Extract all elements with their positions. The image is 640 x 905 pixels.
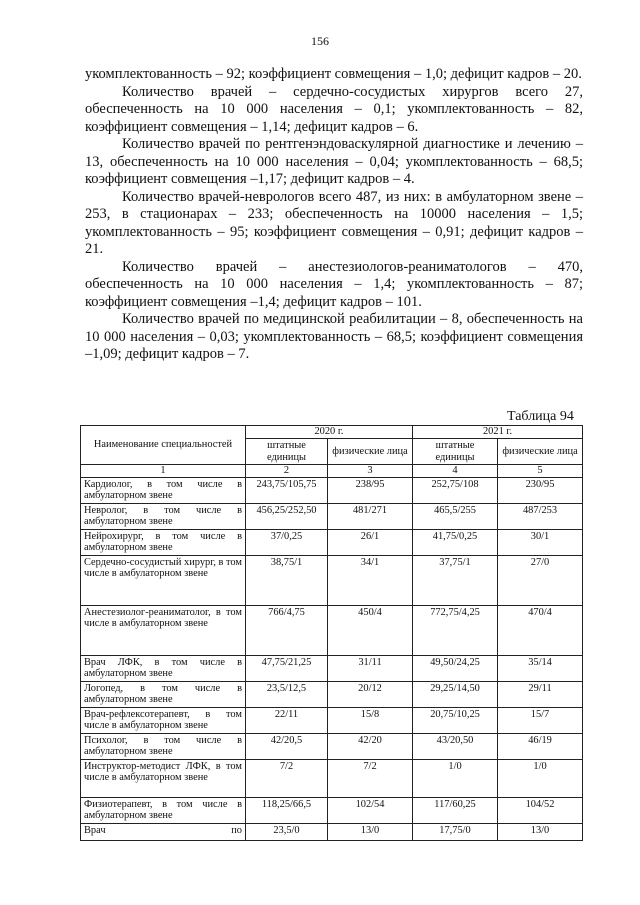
table-row <box>81 504 583 530</box>
row-specialty: Невролог, в том числе в амбулаторном звене <box>81 504 246 530</box>
table-row <box>81 478 583 504</box>
table-row <box>81 824 583 841</box>
row-specialty: Анестезиолог-реаниматолог, в том числе в амбулаторном звене <box>81 606 246 656</box>
cell-persons-2020: 102/54 <box>328 798 413 824</box>
cell-persons-2020: 15/8 <box>328 708 413 734</box>
cell-persons-2021: 35/14 <box>498 656 583 682</box>
cell-persons-2020: 238/95 <box>328 478 413 504</box>
cell-persons-2021: 13/0 <box>498 824 583 841</box>
cell-staff-2021: 37,75/1 <box>413 556 498 606</box>
col-number: 1 <box>81 465 246 478</box>
staffing-table <box>80 425 583 841</box>
paragraph: укомплектованность – 92; коэффициент совмещения – 1,0; дефицит кадров – 20. <box>85 66 582 82</box>
cell-persons-2020: 31/11 <box>328 656 413 682</box>
table-caption: Таблица 94 <box>507 409 574 424</box>
cell-staff-2020: 118,25/66,5 <box>246 798 328 824</box>
cell-persons-2021: 15/7 <box>498 708 583 734</box>
cell-persons-2021: 46/19 <box>498 734 583 760</box>
cell-staff-2021: 465,5/255 <box>413 504 498 530</box>
cell-staff-2020: 37/0,25 <box>246 530 328 556</box>
table-row <box>81 530 583 556</box>
cell-staff-2020: 23,5/12,5 <box>246 682 328 708</box>
cell-staff-2021: 772,75/4,25 <box>413 606 498 656</box>
table-row <box>81 760 583 798</box>
cell-staff-2021: 17,75/0 <box>413 824 498 841</box>
cell-staff-2021: 1/0 <box>413 760 498 798</box>
table-row <box>81 682 583 708</box>
page-number: 156 <box>311 34 329 48</box>
col-number: 3 <box>328 465 413 478</box>
header-year-2020: 2020 г. <box>246 426 413 439</box>
cell-persons-2020: 34/1 <box>328 556 413 606</box>
body-text <box>85 66 583 364</box>
cell-persons-2021: 30/1 <box>498 530 583 556</box>
cell-staff-2021: 252,75/108 <box>413 478 498 504</box>
row-specialty: Логопед, в том числе в амбулаторном звене <box>81 682 246 708</box>
header-persons-2021: физические лица <box>498 439 583 465</box>
row-specialty <box>81 824 246 841</box>
row-specialty: Сердечно-сосудистый хирург, в том числе в амбулаторном звене <box>81 556 246 606</box>
cell-staff-2020: 7/2 <box>246 760 328 798</box>
paragraph: Количество врачей по рентгенэндоваскулярной диагностике и лечению – 13, обеспеченность на 10 000 населения – 0,04; укомплектованность – 68,5; коэффициент совмещения –1,17; дефицит кадров – 4. <box>85 136 583 187</box>
cell-persons-2020: 20/12 <box>328 682 413 708</box>
row-specialty: Инструктор-методист ЛФК, в том числе в амбулаторном звене <box>81 760 246 798</box>
cell-staff-2021: 41,75/0,25 <box>413 530 498 556</box>
cell-persons-2020: 42/20 <box>328 734 413 760</box>
header-specialty: Наименование специальностей <box>81 426 246 465</box>
paragraph: Количество врачей – анестезиологов-реаниматологов – 470, обеспеченность на 10 000 населения – 1,4; укомплектованность – 87; коэффициент совмещения –1,4; дефицит кадров – 101. <box>85 258 583 310</box>
row-specialty: Врач-рефлексотерапевт, в том числе в амбулаторном звене <box>81 708 246 734</box>
cell-staff-2020: 42/20,5 <box>246 734 328 760</box>
cell-staff-2020: 47,75/21,25 <box>246 656 328 682</box>
table-row <box>81 734 583 760</box>
paragraph: Количество врачей по медицинской реабилитации – 8, обеспеченность на 10 000 населения – 0,03; укомплектованность – 68,5; коэффициент совмещения –1,09; дефицит кадров – 7. <box>85 311 583 362</box>
col-number: 2 <box>246 465 328 478</box>
cell-persons-2021: 487/253 <box>498 504 583 530</box>
table-row <box>81 556 583 606</box>
row-specialty: Врач ЛФК, в том числе в амбулаторном звене <box>81 656 246 682</box>
table-row <box>81 656 583 682</box>
cell-staff-2020: 38,75/1 <box>246 556 328 606</box>
cell-persons-2020: 13/0 <box>328 824 413 841</box>
col-number: 4 <box>413 465 498 478</box>
cell-persons-2021: 29/11 <box>498 682 583 708</box>
row-specialty-start: Врач <box>84 825 106 836</box>
cell-staff-2021: 29,25/14,50 <box>413 682 498 708</box>
cell-staff-2021: 49,50/24,25 <box>413 656 498 682</box>
row-specialty: Нейрохирург, в том числе в амбулаторном звене <box>81 530 246 556</box>
cell-staff-2020: 23,5/0 <box>246 824 328 841</box>
header-persons-2020: физические лица <box>328 439 413 465</box>
cell-staff-2021: 117/60,25 <box>413 798 498 824</box>
cell-persons-2020: 450/4 <box>328 606 413 656</box>
row-specialty-end: по <box>231 825 242 836</box>
cell-staff-2020: 243,75/105,75 <box>246 478 328 504</box>
cell-staff-2020: 766/4,75 <box>246 606 328 656</box>
header-year-2021: 2021 г. <box>413 426 583 439</box>
header-staff-2021: штатные единицы <box>413 439 498 465</box>
cell-persons-2021: 470/4 <box>498 606 583 656</box>
paragraph: Количество врачей-неврологов всего 487, из них: в амбулаторном звене – 253, в стационарах – 233; обеспеченность на 10000 населения – 1,5; укомплектованность – 95; коэффициент совмещения – 0,91; дефицит кадров – 21. <box>85 188 583 257</box>
cell-staff-2020: 22/11 <box>246 708 328 734</box>
row-specialty: Психолог, в том числе в амбулаторном звене <box>81 734 246 760</box>
row-specialty: Кардиолог, в том числе в амбулаторном звене <box>81 478 246 504</box>
cell-persons-2020: 26/1 <box>328 530 413 556</box>
row-specialty: Физиотерапевт, в том числе в амбулаторном звене <box>81 798 246 824</box>
cell-persons-2021: 230/95 <box>498 478 583 504</box>
cell-persons-2020: 7/2 <box>328 760 413 798</box>
cell-persons-2020: 481/271 <box>328 504 413 530</box>
paragraph: Количество врачей – сердечно-сосудистых хирургов всего 27, обеспеченность на 10 000 населения – 0,1; укомплектованность – 82, коэффициент совмещения – 1,14; дефицит кадров – 6. <box>85 83 583 135</box>
cell-persons-2021: 1/0 <box>498 760 583 798</box>
col-number: 5 <box>498 465 583 478</box>
header-staff-2020: штатные единицы <box>246 439 328 465</box>
cell-staff-2021: 20,75/10,25 <box>413 708 498 734</box>
cell-persons-2021: 104/52 <box>498 798 583 824</box>
table-row <box>81 708 583 734</box>
cell-persons-2021: 27/0 <box>498 556 583 606</box>
cell-staff-2020: 456,25/252,50 <box>246 504 328 530</box>
table-row <box>81 606 583 656</box>
cell-staff-2021: 43/20,50 <box>413 734 498 760</box>
table-row <box>81 798 583 824</box>
